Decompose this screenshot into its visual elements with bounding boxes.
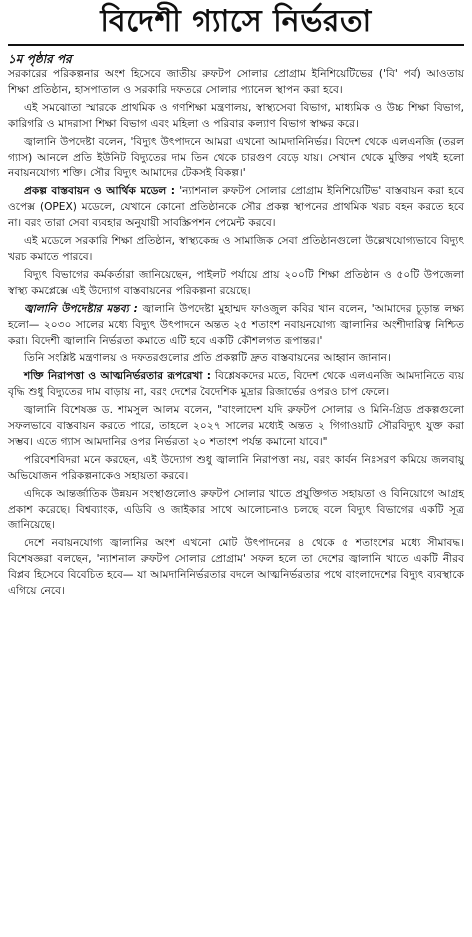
paragraph-text: 'ন্যাশনাল রুফটপ সোলার প্রোগ্রাম ইনিশিয়েটিভ' বাস্তবায়ন করা হবে ওপেক্স (OPEX) মডেলে, যেখানে কোনো প্রতিষ্ঠানকে সৌর প্রকল্প স্থাপনের প্রাথমিক খরচ বহন করতে হবে না। বরং তারা সেবা ব্যবহার অনুযায়ী সাবস্ক্রিপশন পেমেন্ট করবে।: [8, 185, 464, 230]
paragraph: [8, 67, 464, 99]
paragraph-text: তিনি সংশ্লিষ্ট মন্ত্রণালয় ও দফতরগুলোর প্রতি প্রকল্পটি দ্রুত বাস্তবায়নের আহ্বান জানান।: [24, 352, 391, 365]
paragraph: [8, 184, 464, 232]
paragraph: [8, 101, 464, 133]
subheading-energy-security: শক্তি নিরাপত্তা ও আত্মনির্ভরতার রূপরেখা :: [24, 370, 211, 383]
paragraph: [8, 135, 464, 183]
headline-divider: [8, 44, 464, 46]
paragraph-text: জ্বালানি উপদেষ্টা মুহাম্মদ ফাওজুল কবির খান বলেন, 'আমাদের চূড়ান্ত লক্ষ্য হলো— ২০৩০ সালের মধ্যে বিদ্যুৎ উৎপাদনে অন্তত ২৫ শতাংশ নবায়নযোগ্য জ্বালানির অংশীদারিত্ব নিশ্চিত করা। বিদেশী জ্বালানি নির্ভরতা কমাতে এটি হবে একটি কৌশলগত রূপান্তর।': [8, 302, 464, 347]
headline: বিদেশী গ্যাসে নির্ভরতা: [100, 4, 372, 39]
paragraph-text: এই মডেলে সরকারি শিক্ষা প্রতিষ্ঠান, স্বাস্থ্যকেন্দ্র ও সামাজিক সেবা প্রতিষ্ঠানগুলো উল্লেখযোগ্যভাবে বিদ্যুৎ খরচ কমাতে পারবে।: [8, 235, 464, 263]
article-body: [8, 67, 464, 600]
paragraph: [8, 453, 464, 485]
paragraph-text: এই সমঝোতা স্মারকে প্রাথমিক ও গণশিক্ষা মন্ত্রণালয়, স্বাস্থ্যসেবা বিভাগ, মাধ্যমিক ও উচ্চ শিক্ষা বিভাগ, কারিগরি ও মাদরাসা শিক্ষা বিভাগ এবং মহিলা ও পরিবার কল্যাণ বিভাগ স্বাক্ষর করে।: [8, 101, 464, 130]
paragraph: [8, 351, 464, 367]
continued-from-label: ১ম পৃষ্ঠার পর: [8, 52, 72, 66]
paragraph-text: বিশ্লেষকদের মতে, বিদেশ থেকে এলএনজি আমদানিতে ব্যয় বৃদ্ধি শুধু বিদ্যুতের দাম বাড়ায় না, বরং দেশের বৈদেশিক মুদ্রার রিজার্ভের ওপরও চাপ ফেলে।: [8, 370, 464, 399]
paragraph: [8, 234, 464, 266]
subheading-project-implementation: প্রকল্প বাস্তবায়ন ও আর্থিক মডেল :: [24, 185, 176, 198]
paragraph-text: জ্বালানি উপদেষ্টা বলেন, 'বিদ্যুৎ উৎপাদনে আমরা এখনো আমদানিনির্ভর। বিদেশ থেকে এলএনজি (তরল গ্যাস) আনলে প্রতি ইউনিট বিদ্যুতের দাম তিন থেকে চারগুণ বেড়ে যায়। সেখান থেকে মুক্তির পথই হলো নবায়নযোগ্য শক্তি। সৌর বিদ্যুৎ আমাদের টেকসই বিকল্প।': [8, 135, 464, 180]
paragraph: [8, 487, 464, 535]
paragraph: [8, 536, 464, 600]
paragraph-text: জ্বালানি বিশেষজ্ঞ ড. শামসুল আলম বলেন, "বাংলাদেশ যদি রুফটপ সোলার ও মিনি-গ্রিড প্রকল্পগুলো সফলভাবে বাস্তবায়ন করতে পারে, তাহলে ২০২৭ সালের মধ্যেই অন্তত ২ গিগাওয়াট সৌরবিদ্যুৎ যুক্ত করা সম্ভব। এতে গ্যাস আমদানির ওপর নির্ভরতা ২০ শতাংশ পর্যন্ত কমানো যাবে।": [8, 404, 464, 448]
paragraph: [8, 268, 464, 300]
paragraph: [8, 403, 464, 451]
paragraph-text: সরকারের পরিকল্পনার অংশ হিসেবে জাতীয় রুফটপ সোলার প্রোগ্রাম ইনিশিয়েটিভের ('বি' পর্ব) আওতায় শিক্ষা প্রতিষ্ঠান, হাসপাতাল ও সরকারি দফতরে সোলার প্যানেল স্থাপন করা হবে।: [8, 68, 464, 96]
paragraph: [8, 369, 464, 401]
paragraph-text: এদিকে আন্তর্জাতিক উন্নয়ন সংস্থাগুলোও রুফটপ সোলার খাতে প্রযুক্তিগত সহায়তা ও বিনিয়োগে আগ্রহ প্রকাশ করেছে। বিশ্বব্যাংক, এডিবি ও জাইকার সাথে আলোচনাও চলছে বলে বিদ্যুৎ বিভাগের একটি সূত্র জানিয়েছে।: [8, 487, 464, 532]
subheading-adviser-comment: জ্বালানি উপদেষ্টার মন্তব্য :: [24, 302, 138, 315]
paragraph-text: দেশে নবায়নযোগ্য জ্বালানির অংশ এখনো মোট উৎপাদনের ৪ থেকে ৫ শতাংশের মধ্যে সীমাবদ্ধ। বিশেষজ্ঞরা বলছেন, 'ন্যাশনাল রুফটপ সোলার প্রোগ্রাম' সফল হলে তা দেশের জ্বালানি খাতে একটি নীরব বিপ্লব হিসেবে বিবেচিত হবে— যা আমদানিনির্ভরতার বদলে আত্মনির্ভরতার পথে বাংলাদেশের বিদ্যুৎ ব্যবস্থাকে এগিয়ে নেবে।: [8, 537, 464, 598]
paragraph-text: পরিবেশবিদরা মনে করছেন, এই উদ্যোগ শুধু জ্বালানি নিরাপত্তা নয়, বরং কার্বন নিঃসরণ কমিয়ে জলবায়ু অভিযোজন পরিকল্পনাকেও সহায়তা করবে।: [8, 453, 464, 482]
paragraph: [8, 302, 464, 350]
paragraph-text: বিদ্যুৎ বিভাগের কর্মকর্তারা জানিয়েছেন, পাইলট পর্যায়ে প্রায় ২০০টি শিক্ষা প্রতিষ্ঠান ও ৫০টি উপজেলা স্বাস্থ্য কমপ্লেক্সে এই উদ্যোগ বাস্তবায়নের পরিকল্পনা রয়েছে।: [8, 268, 464, 297]
